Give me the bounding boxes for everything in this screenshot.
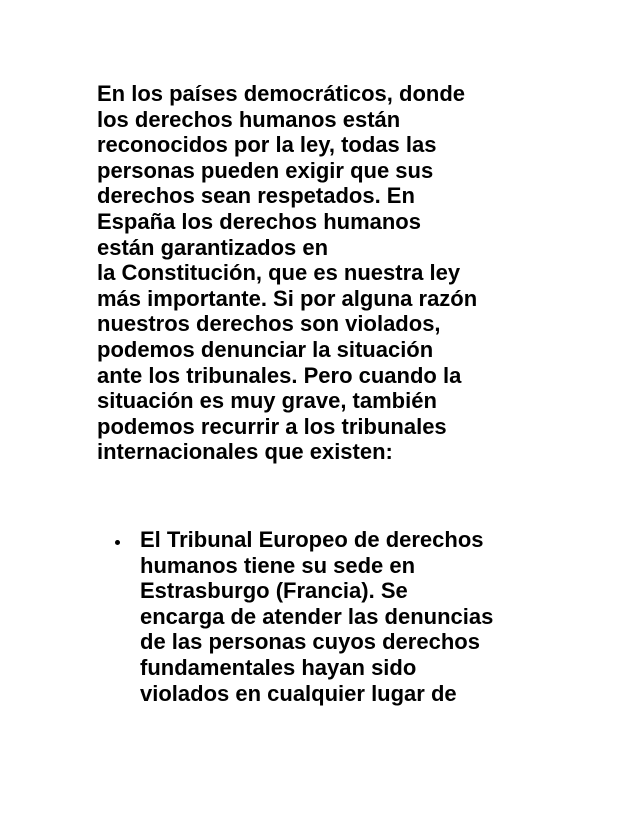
list-item-line: violados en cualquier lugar de — [140, 680, 457, 706]
paragraph-line: podemos recurrir a los tribunales — [97, 413, 447, 439]
list-item — [97, 527, 617, 706]
list-item-line: encarga de atender las denuncias — [140, 603, 494, 629]
paragraph-line: situación es muy grave, también — [97, 388, 437, 414]
list-item-line: humanos tiene su sede en — [140, 552, 416, 578]
paragraph-line: más importante. Si por alguna razón — [97, 285, 478, 311]
paragraph-line: están garantizados en — [97, 234, 329, 260]
paragraph-line: internacionales que existen: — [97, 439, 393, 465]
paragraph-line: personas pueden exigir que sus — [97, 157, 434, 183]
paragraph-line: la Constitución, que es nuestra ley — [97, 260, 461, 286]
paragraph-line: nuestros derechos son violados, — [97, 311, 441, 337]
bullet-icon — [115, 540, 120, 545]
list-item-line: Estrasburgo (Francia). Se — [140, 578, 408, 604]
paragraph-line: En los países democráticos, donde — [97, 81, 465, 106]
paragraph-line: derechos sean respetados. En — [97, 183, 415, 209]
paragraph-line: ante los tribunales. Pero cuando la — [97, 362, 462, 388]
paragraph-line: España los derechos humanos — [97, 208, 421, 234]
bullet-list — [97, 527, 617, 706]
list-item-line: de las personas cuyos derechos — [140, 629, 480, 655]
list-item-line: fundamentales hayan sido — [140, 654, 417, 680]
body-paragraph — [97, 81, 617, 465]
list-item-line: El Tribunal Europeo de derechos — [140, 527, 484, 552]
paragraph-line: los derechos humanos están — [97, 106, 401, 132]
paragraph-line: reconocidos por la ley, todas las — [97, 132, 437, 158]
paragraph-line: podemos denunciar la situación — [97, 336, 434, 362]
